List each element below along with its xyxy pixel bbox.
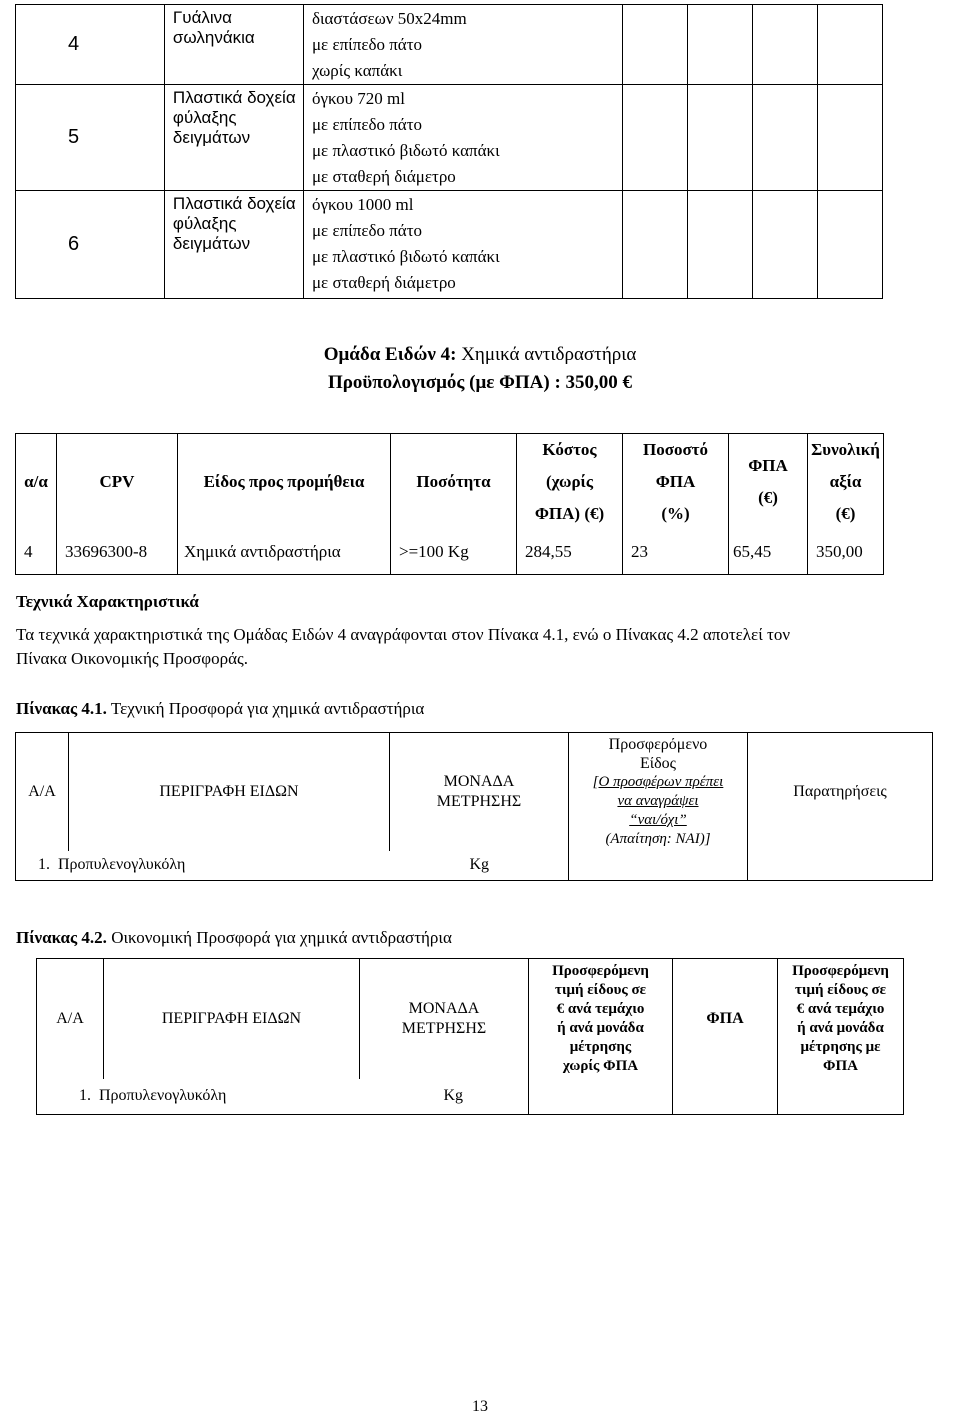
item-description-line: με επίπεδο πάτο [311, 221, 423, 240]
header-item: Είδος προς προμήθεια [178, 434, 391, 531]
header-unit [390, 733, 569, 851]
row-item [16, 851, 390, 881]
header-line: Προσφερόμενη [792, 962, 889, 979]
table-row [16, 191, 883, 299]
empty-cell [752, 85, 817, 191]
header-line: Προσφερόμενο [608, 735, 708, 753]
header-aa: Α/Α [37, 959, 104, 1079]
table-row [16, 851, 933, 881]
cell-total: 350,00 [808, 530, 884, 574]
item-name-line: Γυάλινα [172, 8, 233, 27]
header-line: (χωρίς [546, 472, 593, 491]
header-vat-rate [623, 434, 729, 531]
header-line: τιμή είδους σε [554, 981, 647, 998]
cell-unit: Kg [360, 1079, 529, 1115]
header-line: αξία [829, 472, 862, 491]
header-line: ή ανά μονάδα [797, 1019, 884, 1036]
header-line: χωρίς ΦΠΑ [562, 1057, 639, 1074]
table41-caption [16, 699, 424, 719]
header-offered-item [569, 733, 748, 851]
item-name [164, 191, 303, 299]
header-line: Ποσοστό [642, 440, 709, 459]
tech-section-paragraph [16, 623, 790, 671]
empty-cell [748, 851, 933, 881]
item-number: 6 [16, 191, 165, 299]
empty-cell [752, 191, 817, 299]
header-line: € ανά τεμάχιο [796, 1000, 885, 1017]
header-remarks: Παρατηρήσεις [748, 733, 933, 851]
item-name-line: Πλαστικά δοχεία [172, 194, 296, 213]
item-name [164, 85, 303, 191]
cell-aa: 1. [38, 856, 50, 874]
cell-aa: 1. [79, 1087, 91, 1105]
header-line: ΜΕΤΡΗΣΗΣ [436, 792, 522, 810]
empty-cell [569, 851, 748, 881]
header-quantity: Ποσότητα [391, 434, 517, 531]
table-row [16, 85, 883, 191]
header-line: (€) [758, 488, 778, 507]
header-aa: α/α [24, 472, 48, 491]
header-description: ΠΕΡΙΓΡΑΦΗ ΕΙΔΩΝ [69, 733, 390, 851]
header-line: ΦΠΑ [655, 472, 696, 491]
item-description-line: με επίπεδο πάτο [311, 115, 423, 134]
header-line: Είδος [640, 754, 676, 772]
header-line: μέτρησης με [800, 1038, 881, 1055]
group-budget: Προϋπολογισμός (με ΦΠΑ) : 350,00 € [327, 372, 633, 393]
item-description [303, 191, 622, 299]
header-price-no-vat [529, 959, 673, 1079]
header-description: ΠΕΡΙΓΡΑΦΗ ΕΙΔΩΝ [104, 959, 360, 1079]
item-name-line: Πλαστικά δοχεία [172, 88, 296, 107]
cell-quantity: >=100 Kg [391, 530, 517, 574]
item-description-line: με πλαστικό βιδωτό καπάκι [311, 141, 500, 160]
table-header-row [16, 733, 933, 851]
caption-label: Πίνακας 4.1. [16, 699, 107, 718]
caption-text: Τεχνική Προσφορά για χημικά αντιδραστήρια [106, 699, 425, 718]
header-vat [729, 434, 808, 531]
header-price-with-vat [778, 959, 904, 1079]
empty-cell [622, 85, 687, 191]
row-item [37, 1079, 360, 1115]
header-note-line: να αναγράψει [617, 792, 699, 809]
item-number: 5 [16, 85, 165, 191]
empty-cell [687, 191, 752, 299]
item-description-line: με επίπεδο πάτο [311, 35, 423, 54]
header-note-line: [Ο προσφέρων πρέπει [592, 773, 724, 790]
item-name-line: φύλαξης [172, 214, 237, 233]
page-number: 13 [472, 1398, 488, 1415]
header-line: ΜΟΝΑΔΑ [443, 772, 515, 790]
items-table [15, 4, 883, 299]
header-line: ΜΕΤΡΗΣΗΣ [401, 1019, 487, 1037]
header-line: (%) [661, 504, 690, 523]
item-description [303, 5, 622, 85]
paragraph-line: Τα τεχνικά χαρακτηριστικά της Ομάδας Ειδών 4 αναγράφονται στον Πίνακα 4.1, ενώ ο Πίνακας 4.2 αποτελεί τον [16, 625, 791, 644]
group-title-text: Χημικά αντιδραστήρια [456, 344, 637, 365]
item-name-line: σωληνάκια [172, 28, 255, 47]
cell-cost: 284,55 [517, 530, 623, 574]
item-name-line: δειγμάτων [172, 234, 251, 253]
empty-cell [817, 191, 882, 299]
table-row [16, 530, 884, 574]
header-line: € ανά τεμάχιο [556, 1000, 645, 1017]
tech-section-title: Τεχνικά Χαρακτηριστικά [16, 592, 199, 611]
empty-cell [817, 5, 882, 85]
header-line: Προσφερόμενη [552, 962, 649, 979]
caption-label: Πίνακας 4.2. [16, 928, 107, 947]
cell-unit: Kg [390, 851, 569, 881]
empty-cell [778, 1079, 904, 1115]
item-description-line: με πλαστικό βιδωτό καπάκι [311, 247, 500, 266]
empty-cell [673, 1079, 778, 1115]
cell-vat: 65,45 [729, 530, 808, 574]
group-heading [0, 341, 960, 397]
cell-item: Χημικά αντιδραστήρια [178, 530, 391, 574]
header-line: ΜΟΝΑΔΑ [408, 999, 480, 1017]
table-header-row [16, 434, 884, 531]
financial-offer-table [36, 958, 904, 1115]
item-description-line: διαστάσεων 50x24mm [311, 9, 467, 28]
header-line: ΦΠΑ [748, 456, 788, 475]
item-description-line: όγκου 1000 ml [311, 195, 414, 214]
header-line: τιμή είδους σε [794, 981, 887, 998]
header-line: μέτρησης [569, 1038, 632, 1055]
empty-cell [622, 191, 687, 299]
empty-cell [622, 5, 687, 85]
header-total [808, 434, 884, 531]
item-description-line: με σταθερή διάμετρο [311, 167, 456, 186]
header-vat: ΦΠΑ [673, 959, 778, 1079]
caption-text: Οικονομική Προσφορά για χημικά αντιδραστήρια [106, 928, 452, 947]
item-description-line: με σταθερή διάμετρο [311, 273, 456, 292]
header-note-line: “ναι/όχι” [629, 811, 687, 828]
header-line: Συνολική [811, 440, 880, 459]
empty-cell [752, 5, 817, 85]
cell-description: Προπυλενογλυκόλη [58, 856, 186, 874]
empty-cell [529, 1079, 673, 1115]
group-title-label: Ομάδα Ειδών 4: [323, 344, 457, 365]
header-cpv: CPV [57, 434, 178, 531]
technical-offer-table [15, 732, 933, 881]
header-line: (€) [835, 504, 856, 523]
table-row [37, 1079, 904, 1115]
item-description [303, 85, 622, 191]
item-name-line: δειγμάτων [172, 128, 251, 147]
table-row [16, 5, 883, 85]
empty-cell [687, 85, 752, 191]
header-line: ή ανά μονάδα [557, 1019, 644, 1036]
cell-cpv: 33696300-8 [57, 530, 178, 574]
header-aa: Α/Α [16, 733, 69, 851]
empty-cell [687, 5, 752, 85]
item-description-line: χωρίς καπάκι [311, 61, 403, 80]
table42-caption [16, 928, 452, 948]
group-title [0, 341, 960, 369]
summary-table [15, 433, 884, 575]
item-name-line: φύλαξης [172, 108, 237, 127]
item-name [164, 5, 303, 85]
table-header-row [37, 959, 904, 1079]
cell-description: Προπυλενογλυκόλη [99, 1087, 227, 1105]
header-cost [517, 434, 623, 531]
header-unit [360, 959, 529, 1079]
cell-aa: 4 [24, 541, 33, 561]
item-number: 4 [16, 5, 165, 85]
header-line: ΦΠΑ) (€) [534, 504, 605, 523]
empty-cell [817, 85, 882, 191]
cell-vat-rate: 23 [623, 530, 729, 574]
header-line: ΦΠΑ [823, 1057, 858, 1074]
header-note-line: (Απαίτηση: ΝΑΙ)] [605, 830, 711, 847]
item-description-line: όγκου 720 ml [311, 89, 406, 108]
header-line: Κόστος [542, 440, 597, 459]
paragraph-line: Πίνακα Οικονομικής Προσφοράς. [16, 649, 248, 668]
